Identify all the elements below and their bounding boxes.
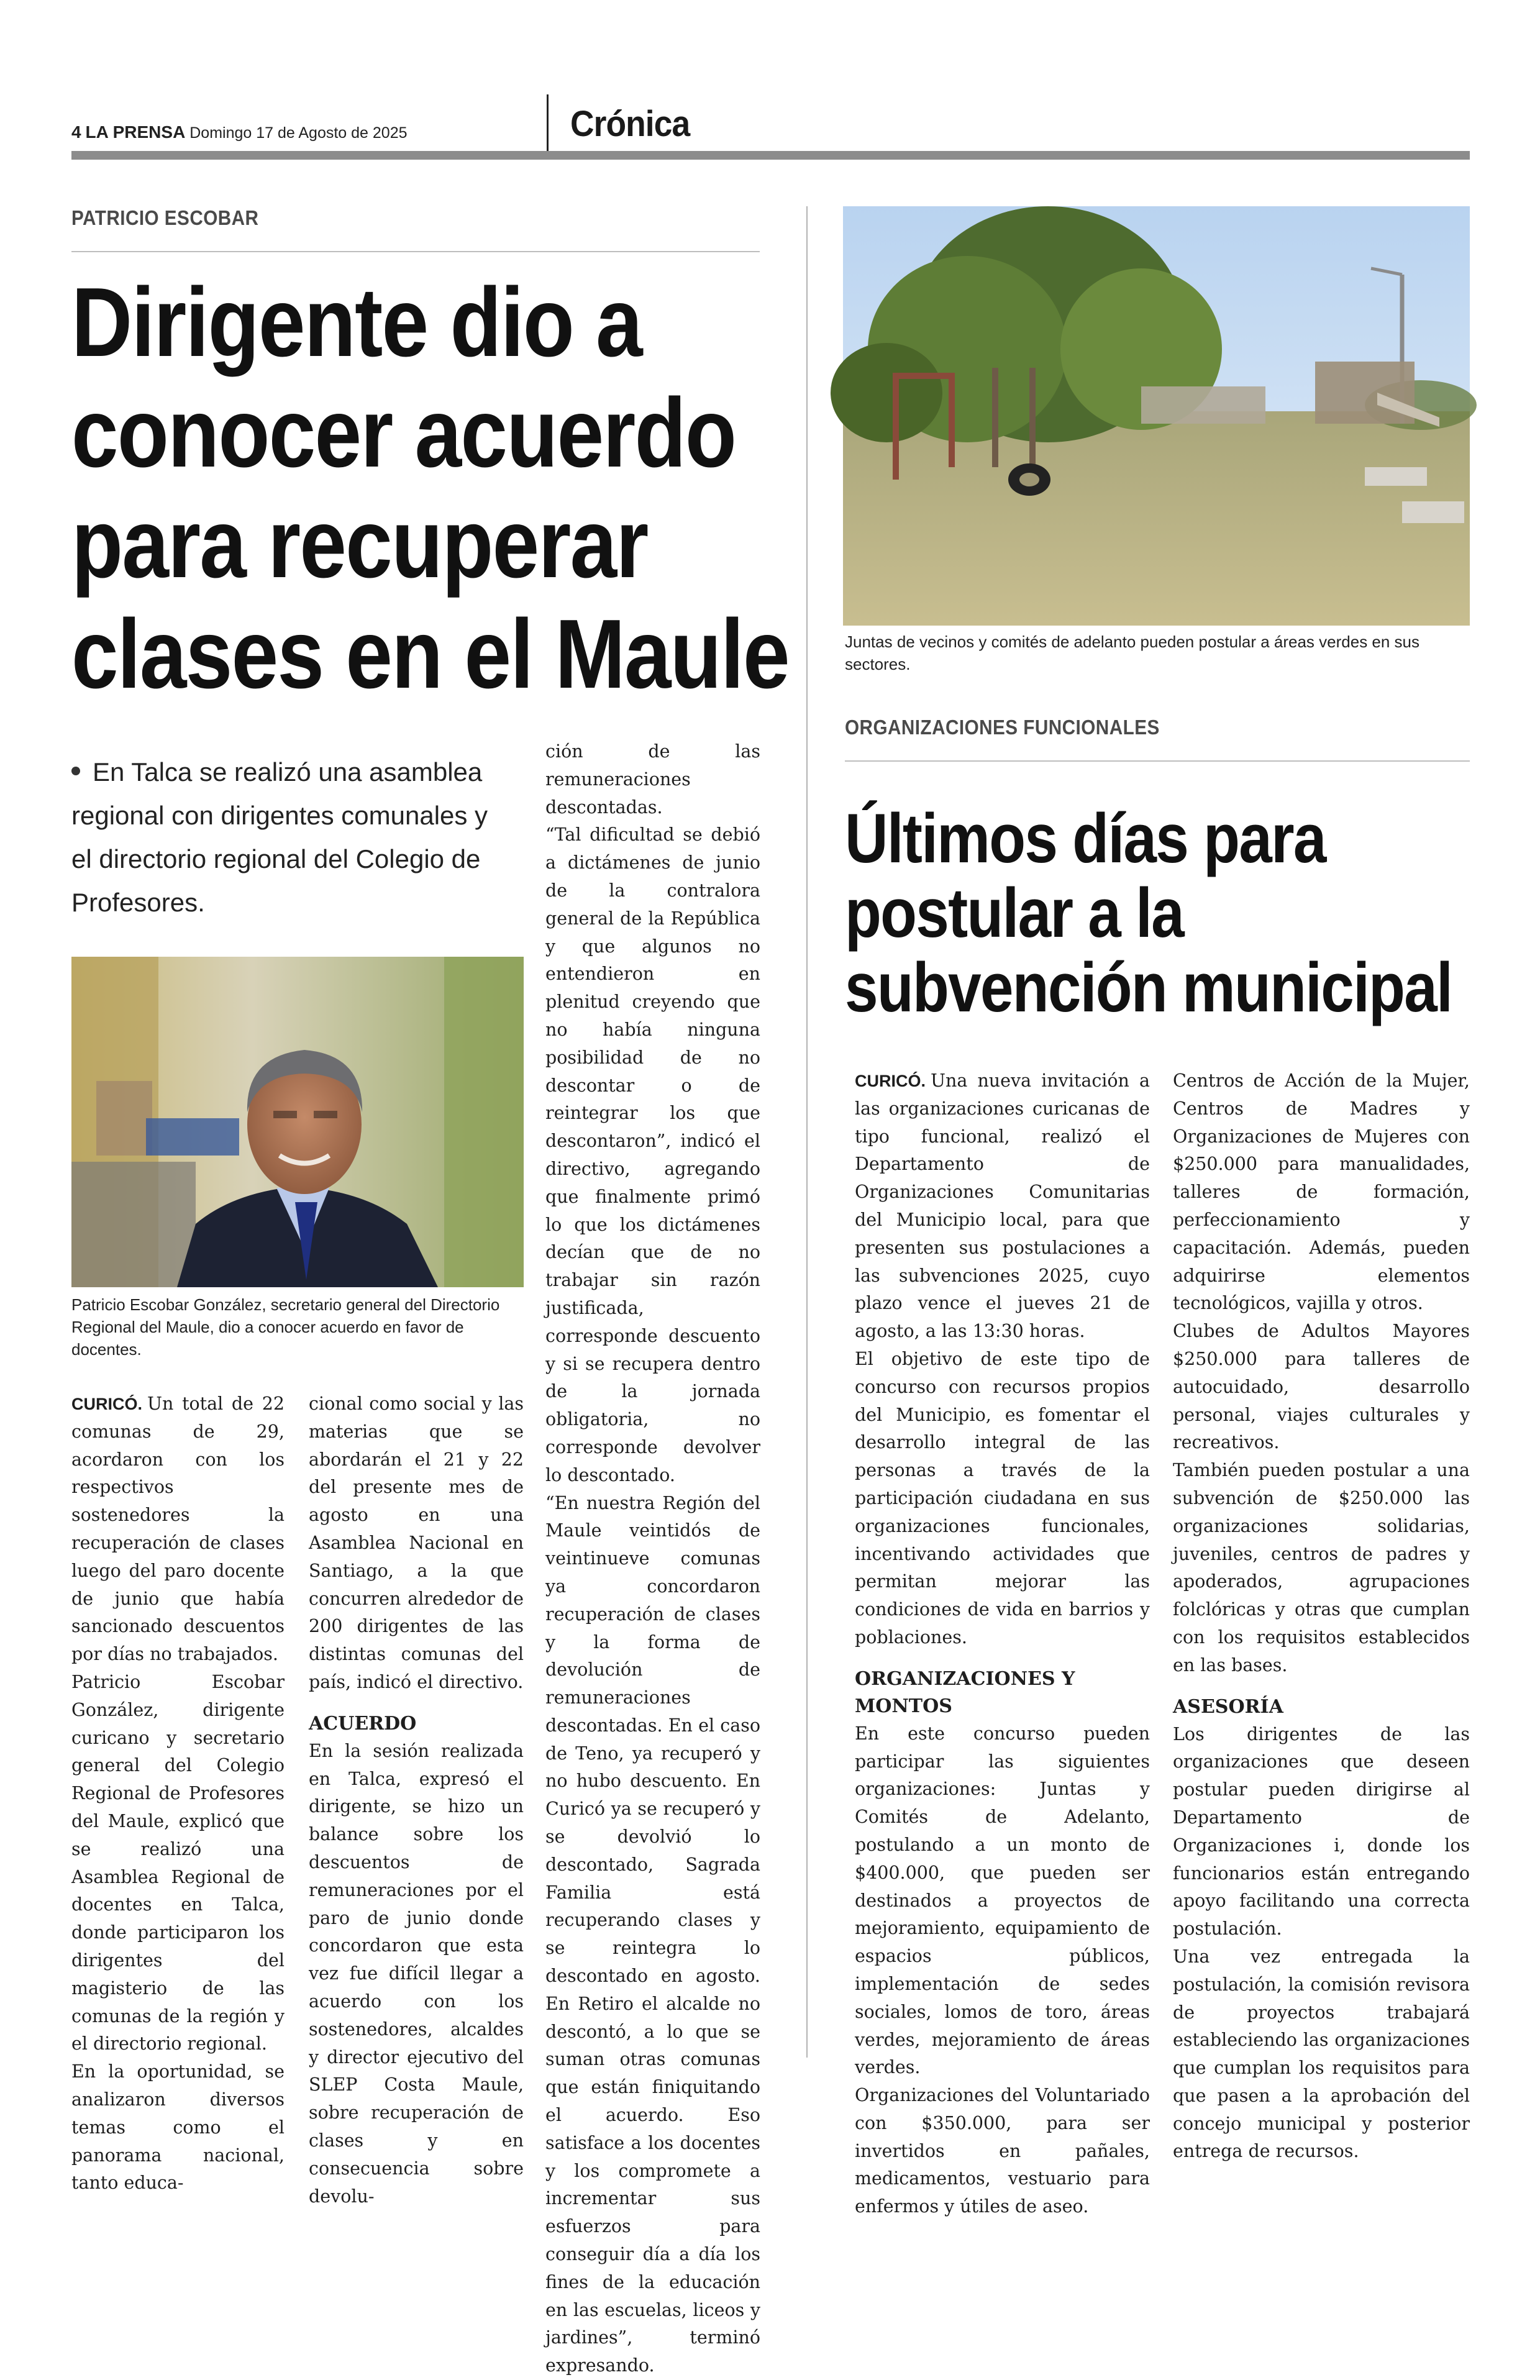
left-article-headline: [71, 267, 789, 709]
column-divider: [806, 206, 808, 2058]
paragraph: [71, 1390, 285, 1669]
right-article-headline: [845, 801, 1452, 1025]
left-article-lead: [71, 750, 506, 924]
issue-date: Domingo 17 de Agosto de 2025: [189, 124, 408, 142]
right-photo-caption: Juntas de vecinos y comités de adelanto pueden postular a áreas verdes en sus sectores.: [845, 632, 1420, 673]
lead-text: En Talca se realizó una asamblea regional con dirigentes comunales y el directorio regional del Colegio de Profesores.: [71, 757, 488, 917]
headline-line: Dirigente dio a: [71, 268, 642, 377]
paragraph: [855, 1067, 1150, 1346]
paragraph: Organizaciones del Voluntariado con $350.000, para ser invertidos en pañales, medicamentos, vestuario para enfermos y útiles de aseo.: [855, 2085, 1150, 2217]
headline-line: Últimos días para: [845, 800, 1326, 877]
headline-line: postular a la: [845, 874, 1184, 952]
page-header-info: [71, 122, 408, 142]
subhead-organizaciones: ORGANIZACIONES Y MONTOS: [855, 1667, 1075, 1717]
section-title: Crónica: [570, 104, 690, 144]
headline-line: para recuperar: [71, 489, 648, 598]
paragraph: También pueden postular a una subvención de $250.000 las organizaciones solidarias, juveniles, centros de padres y apoderados, agrupaciones folclóricas y otras que cumplan con los requisitos establecidos en las bases.: [1173, 1460, 1470, 1676]
portrait-photo: [71, 957, 524, 1287]
paragraph: “En nuestra Región del Maule veintidós de veintinueve comunas ya concordaron recuperación de clases y la forma de devolución de remuneraciones descontadas. En el caso de Teno, ya recuperó y no hubo descuento. En Curicó ya se recuperó y se devolvió lo descontado, Sagrada Familia está recuperando clases y se reintegra lo descontado en agosto. En Retiro el alcalde no descontó, a lo que se suman otras comunas que están finiquitando el acuerdo. Eso satisface a los docentes y los compromete a incrementar sus esfuerzos para conseguir día a día los fines de la educación en las escuelas, liceos y jardines”, terminó expresando.: [545, 1492, 760, 2376]
paragraph: El objetivo de este tipo de concurso con recursos propios del Municipio, es fomentar el desarrollo integral de las personas a través de la participación ciudadana en sus organizaciones funcionales, incentivando actividades que permitan mejorar las condiciones de vida en barrios y poblaciones.: [855, 1348, 1150, 1648]
paragraph: ción de las remuneraciones descontadas.: [545, 741, 760, 818]
left-article-kicker: PATRICIO ESCOBAR: [71, 206, 259, 229]
right-article-kicker: ORGANIZACIONES FUNCIONALES: [845, 716, 1160, 739]
left-photo-caption: Patricio Escobar González, secretario general del Directorio Regional del Maule, dio a conocer acuerdo en favor de docentes.: [71, 1295, 500, 1359]
paragraph-text: Una nueva invitación a las organizaciones curicanas de tipo funcional, realizó el Departamento de Organizaciones Comunitarias del Municipio local, para que presenten sus postulaciones a las subvenciones 2025, cuyo plazo vence el jueves 21 de agosto, a las 13:30 horas.: [855, 1070, 1150, 1342]
paragraph: Centros de Acción de la Mujer, Centros de Madres y Organizaciones de Mujeres con $250.000 para manualidades, talleres de formación, perfeccionamiento y capacitación. Además, pueden adquirirse elementos tecnológicos, vajilla y otros.: [1173, 1070, 1470, 1314]
header-divider: [547, 94, 549, 152]
right-body-column-2: [1173, 1067, 1470, 2166]
paragraph: “Tal dificultad se debió a dictámenes de junio de la contralora general de la República y que algunos no entendieron en plenitud creyendo que no había ninguna posibilidad de no descontar o de reintegrar los que descontaron”, indicó el directivo, agregando que finalmente primó lo que los dictámenes decían que de no trabajar sin razón justificada, corresponde descuento y si se recupera dentro de la jornada obligatoria, no corresponde devolver lo descontado.: [545, 824, 760, 1485]
paragraph: En la oportunidad, se analizaron diversos temas como el panorama nacional, tanto educa-: [71, 2061, 285, 2194]
paragraph-text: Un total de 22 comunas de 29, acordaron con los respectivos sostenedores la recuperación de clases luego del paro docente de junio que había sancionado descuentos por días no trabajados.: [71, 1393, 285, 1665]
park-photo: [843, 206, 1470, 626]
paragraph: cional como social y las materias que se abordarán el 21 y 22 del presente mes de agosto en una Asamblea Nacional en Santiago, a la que concurren alrededor de 200 dirigentes de las distintas comunas del país, indicó el directivo.: [309, 1393, 524, 1692]
paragraph: Clubes de Adultos Mayores $250.000 para talleres de autocuidado, desarrollo personal, viajes culturales y recreativos.: [1173, 1321, 1470, 1453]
newspaper-name: LA PRENSA: [85, 122, 186, 142]
left-body-column-1: [71, 1390, 285, 2197]
headline-line: subvención municipal: [845, 949, 1452, 1026]
subhead-acuerdo: ACUERDO: [309, 1712, 417, 1735]
page-number: 4: [71, 122, 81, 142]
dateline: CURICÓ.: [855, 1072, 926, 1090]
paragraph: Una vez entregada la postulación, la comisión revisora de proyectos trabajará estableciendo las organizaciones que cumplan los requisitos para que pasen a la aprobación del concejo municipal y posterior entrega de recursos.: [1173, 1946, 1470, 2162]
left-body-column-2: [309, 1390, 524, 2210]
kicker-rule: [845, 760, 1470, 762]
paragraph: En la sesión realizada en Talca, expresó el dirigente, se hizo un balance sobre los descuentos de remuneraciones por el paro de junio donde concordaron que esta vez fue difícil llegar a acuerdo con los sostenedores, alcaldes y director ejecutivo del SLEP Costa Maule, sobre recuperación de clases y en consecuencia sobre devolu-: [309, 1740, 524, 2207]
kicker-rule: [71, 251, 760, 252]
headline-line: clases en el Maule: [71, 600, 789, 709]
header-rule: [71, 151, 1470, 160]
paragraph: En este concurso pueden participar las siguientes organizaciones: Juntas y Comités de Adelanto, postulando a un monto de $400.000, que pueden ser destinados a proyectos de mejoramiento, equipamiento de espacios públicos, implementación de sedes sociales, lomos de toro, áreas verdes, mejoramiento de áreas verdes.: [855, 1723, 1150, 2078]
paragraph: Patricio Escobar González, dirigente curicano y secretario general del Colegio Regional de Profesores del Maule, explicó que se realizó una Asamblea Regional de docentes en Talca, donde participaron los dirigentes del magisterio de las comunas de la región y el directorio regional.: [71, 1671, 285, 2054]
dateline: CURICÓ.: [71, 1395, 142, 1413]
left-body-column-3: [545, 738, 760, 2380]
paragraph: Los dirigentes de las organizaciones que deseen postular pueden dirigirse al Departamento de Organizaciones i, donde los funcionarios están entregando apoyo facilitando una correcta postulación.: [1173, 1723, 1470, 1940]
subhead-asesoria: ASESORÍA: [1173, 1695, 1283, 1718]
headline-line: conocer acuerdo: [71, 378, 736, 488]
right-body-column-1: [855, 1067, 1150, 2221]
bullet-icon: [71, 767, 80, 775]
